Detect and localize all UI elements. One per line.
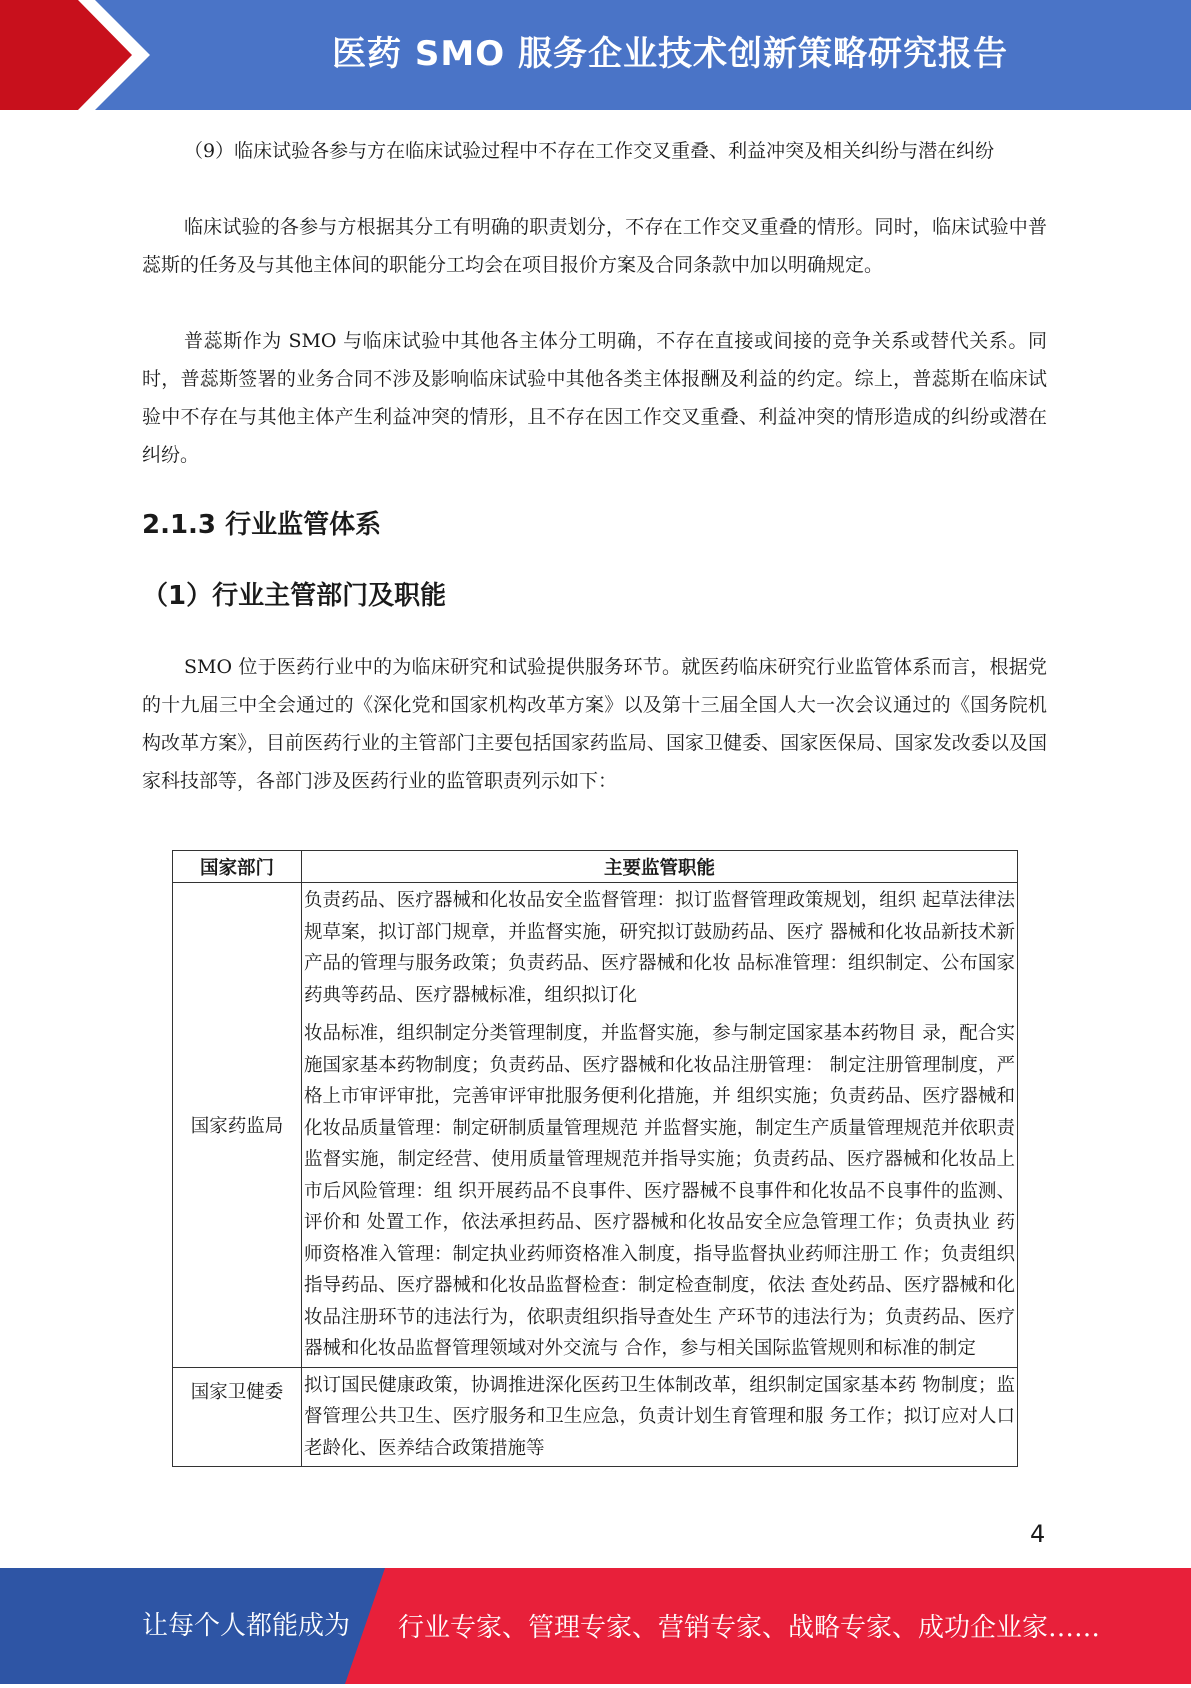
main-content (142, 132, 1047, 800)
footer-slogan-left: 让每个人都能成为 (142, 1611, 351, 1641)
duty-text: 拟订国民健康政策，协调推进深化医药卫生体制改革，组织制定国家基本药 物制度；监督管理公共卫生、医疗服务和卫生应急，负责计划生育管理和服 务工作；拟订应对人口老龄化、医养结合政策措施等 (304, 1374, 1015, 1459)
page-header (0, 0, 1191, 110)
page-footer (0, 1568, 1191, 1684)
paragraph-smo-division: 普蕊斯作为 SMO 与临床试验中其他各主体分工明确，不存在直接或间接的竞争关系或替代关系。同时，普蕊斯签署的业务合同不涉及影响临床试验中其他各类主体报酬及利益的约定。综上，普蕊斯在临床试验中不存在与其他主体产生利益冲突的情形，且不存在因工作交叉重叠、利益冲突的情形造成的纠纷或潜在纠纷。 (142, 330, 1047, 466)
footer-slogan-right: 行业专家、管理专家、营销专家、战略专家、成功企业家…… (398, 1613, 1101, 1643)
dept-cell: 国家卫健委 (173, 1367, 302, 1467)
duty-text: 妆品标准，组织制定分类管理制度，并监督实施，参与制定国家基本药物目 录，配合实施国家基本药物制度；负责药品、医疗器械和化妆品注册管理： 制定注册管理制度，严格上市审评审批，完善审评审批服务便利化措施，并 组织实施；负责药品、医疗器械和化妆品质量管理：制定研制质量管理规范 并监督实施，制定生产质量管理规范并依职责监督实施，制定经营、使用质量管理规范并指导实施；负责药品、医疗器械和化妆品上市后风险管理：组 织开展药品不良事件、医疗器械不良事件和化妆品不良事件的监测、评价和 处置工作，依法承担药品、医疗器械和化妆品安全应急管理工作；负责执业 药师资格准入管理：制定执业药师资格准入制度，指导监督执业药师注册工 作；负责组织指导药品、医疗器械和化妆品监督检查：制定检查制度，依法 查处药品、医疗器械和化妆品注册环节的违法行为，依职责组织指导查处生 产环节的违法行为；负责药品、医疗器械和化妆品监督管理领域对外交流与 合作，参与相关国际监管规则和标准的制定 (304, 1023, 1015, 1359)
paragraph-clinical-conflict: （9）临床试验各参与方在临床试验过程中不存在工作交叉重叠、利益冲突及相关纠纷与潜在纠纷 (184, 140, 995, 162)
section-heading: 2.1.3 行业监管体系 (142, 510, 382, 540)
header-arrow-decoration (0, 0, 160, 110)
report-title: 医药 SMO 服务企业技术创新策略研究报告 (332, 34, 1008, 74)
subsection-heading: （1）行业主管部门及职能 (142, 581, 447, 611)
regulatory-table (172, 850, 1018, 1467)
table-header-row (173, 851, 1018, 883)
column-header-dept: 国家部门 (173, 851, 302, 883)
duty-text: 负责药品、医疗器械和化妆品安全监督管理：拟订监督管理政策规划，组织 起草法律法规草案，拟订部门规章，并监督实施，研究拟订鼓励药品、医疗 器械和化妆品新技术新产品的管理与服务政策；负责药品、医疗器械和化妆 品标准管理：组织制定、公布国家药典等药品、医疗器械标准，组织拟订化 (304, 890, 1015, 1006)
page-number: 4 (1030, 1520, 1046, 1548)
duty-cell (302, 1367, 1018, 1467)
table-row (173, 1367, 1018, 1467)
duty-cell (302, 883, 1018, 1368)
table-row (173, 883, 1018, 1368)
paragraph-regulatory-system: SMO 位于医药行业中的为临床研究和试验提供服务环节。就医药临床研究行业监管体系而言，根据党的十九届三中全会通过的《深化党和国家机构改革方案》以及第十三届全国人大一次会议通过的《国务院机构改革方案》，目前医药行业的主管部门主要包括国家药监局、国家卫健委、国家医保局、国家发改委以及国家科技部等，各部门涉及医药行业的监管职责列示如下： (142, 656, 1047, 792)
dept-cell: 国家药监局 (173, 883, 302, 1368)
column-header-duty: 主要监管职能 (302, 851, 1018, 883)
paragraph-responsibility: 临床试验的各参与方根据其分工有明确的职责划分，不存在工作交叉重叠的情形。同时，临床试验中普蕊斯的任务及与其他主体间的职能分工均会在项目报价方案及合同条款中加以明确规定。 (142, 216, 1047, 276)
